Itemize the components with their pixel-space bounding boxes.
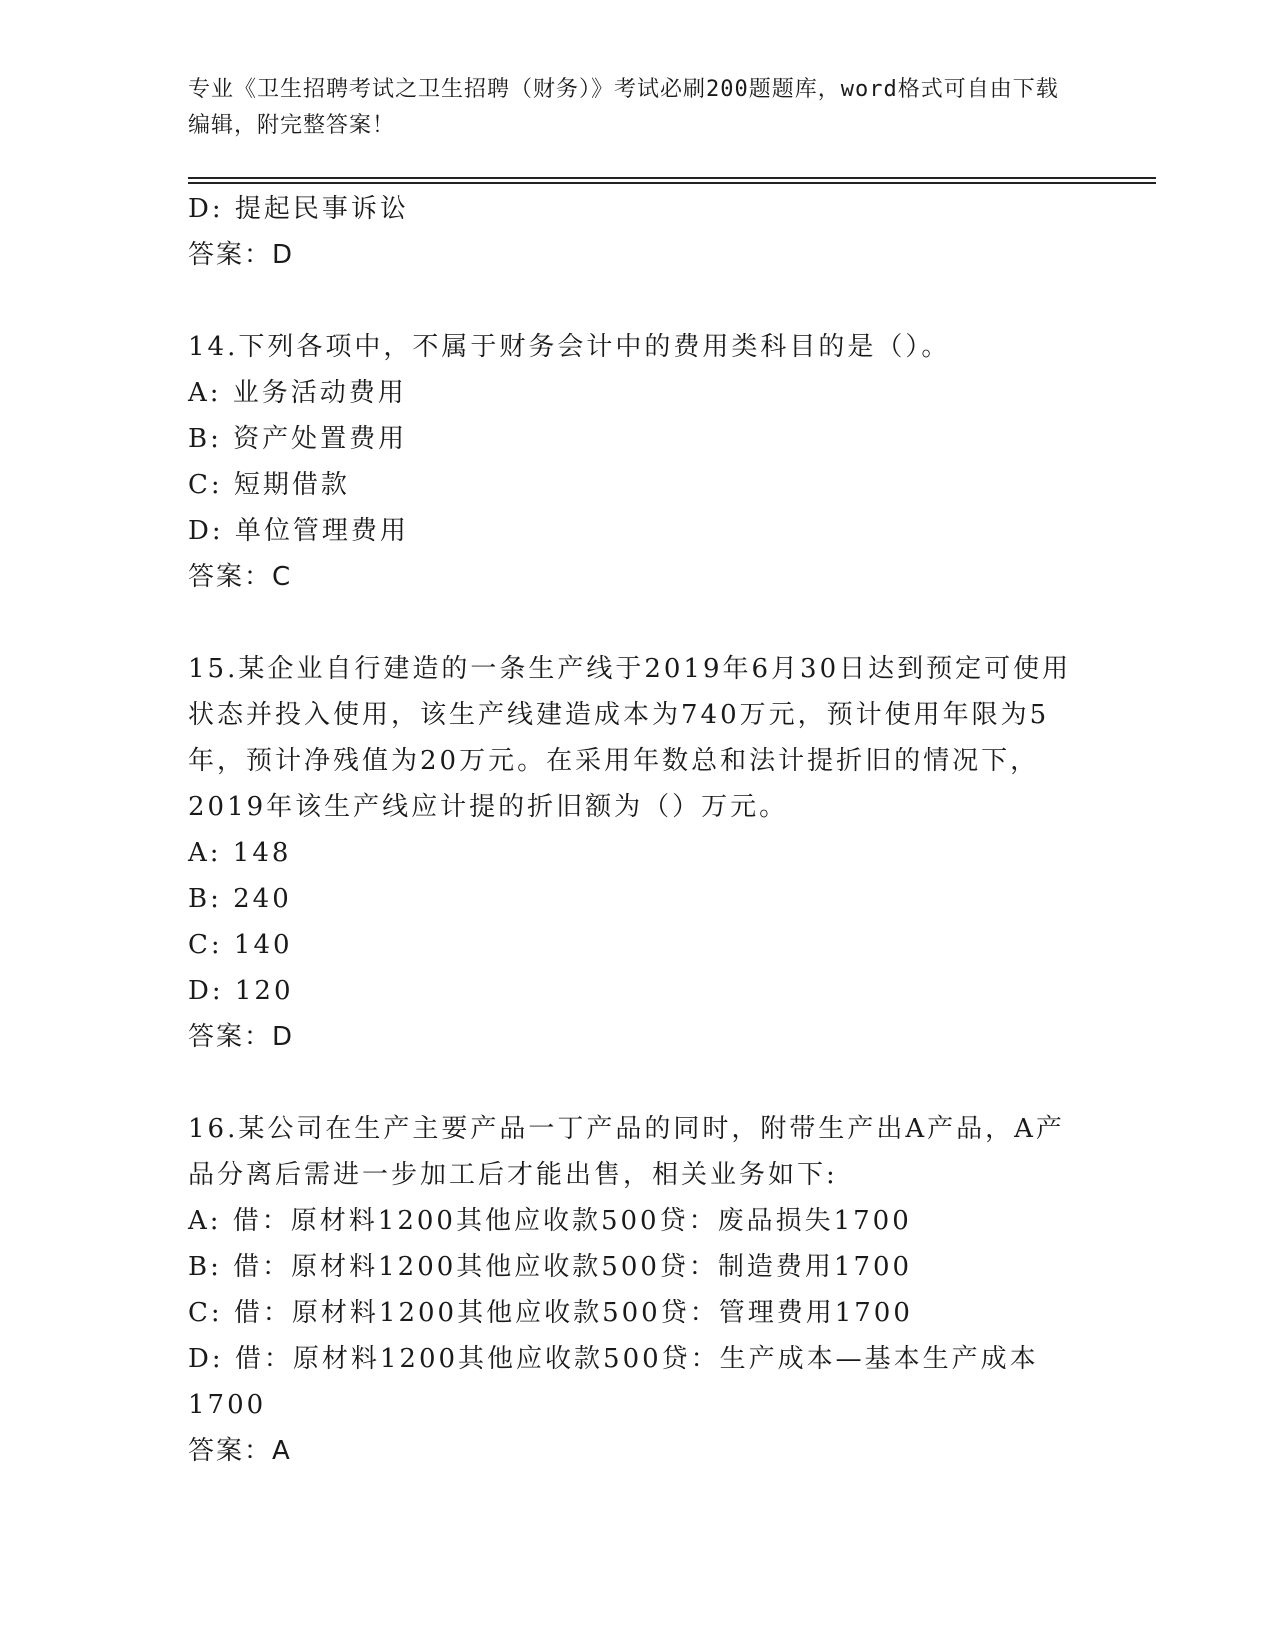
document-header: 专业《卫生招聘考试之卫生招聘（财务）》考试必刷200题题库，word格式可自由下载编辑，附完整答案！ [188,77,1059,138]
spacer [188,278,1078,324]
question-stem: 15.某企业自行建造的一条生产线于2019年6月30日达到预定可使用状态并投入使用，该生产线建造成本为740万元，预计使用年限为5年，预计净残值为20万元。在采用年数总和法计提折旧的情况下，2019年该生产线应计提的折旧额为（）万元。 [188,654,1072,822]
option-d: D: 提起民事诉讼 [188,194,409,224]
question-list [188,186,1078,1474]
option-d: D: 借：原材料1200其他应收款500贷：生产成本—基本生产成本1700 [188,1344,1039,1420]
option-c: C: 短期借款 [188,470,350,500]
question-15 [188,646,1078,1060]
question-stem: 16.某公司在生产主要产品一丁产品的同时，附带生产出A产品，A产品分离后需进一步加工后才能出售，相关业务如下: [188,1114,1065,1190]
option-d: D: 单位管理费用 [188,516,409,546]
answer: 答案：A [188,1436,292,1466]
option-b: B: 借：原材料1200其他应收款500贷：制造费用1700 [188,1252,913,1282]
answer: 答案：D [188,1022,295,1052]
question-stem: 14.下列各项中，不属于财务会计中的费用类科目的是（）。 [188,332,951,362]
option-a: A: 148 [188,838,292,868]
question-16 [188,1106,1078,1474]
question-13-tail [188,186,1078,278]
option-a: A: 借：原材料1200其他应收款500贷：废品损失1700 [188,1206,912,1236]
header-divider-bottom [188,182,1156,184]
option-b: B: 资产处置费用 [188,424,408,454]
spacer [188,1060,1078,1106]
option-b: B: 240 [188,884,292,914]
answer: 答案：D [188,240,295,270]
option-d: D: 120 [188,976,294,1006]
question-14 [188,324,1078,600]
option-a: A: 业务活动费用 [188,378,407,408]
option-c: C: 140 [188,930,293,960]
answer: 答案：C [188,562,293,592]
option-c: C: 借：原材料1200其他应收款500贷：管理费用1700 [188,1298,913,1328]
header-divider-top [188,177,1156,179]
spacer [188,600,1078,646]
